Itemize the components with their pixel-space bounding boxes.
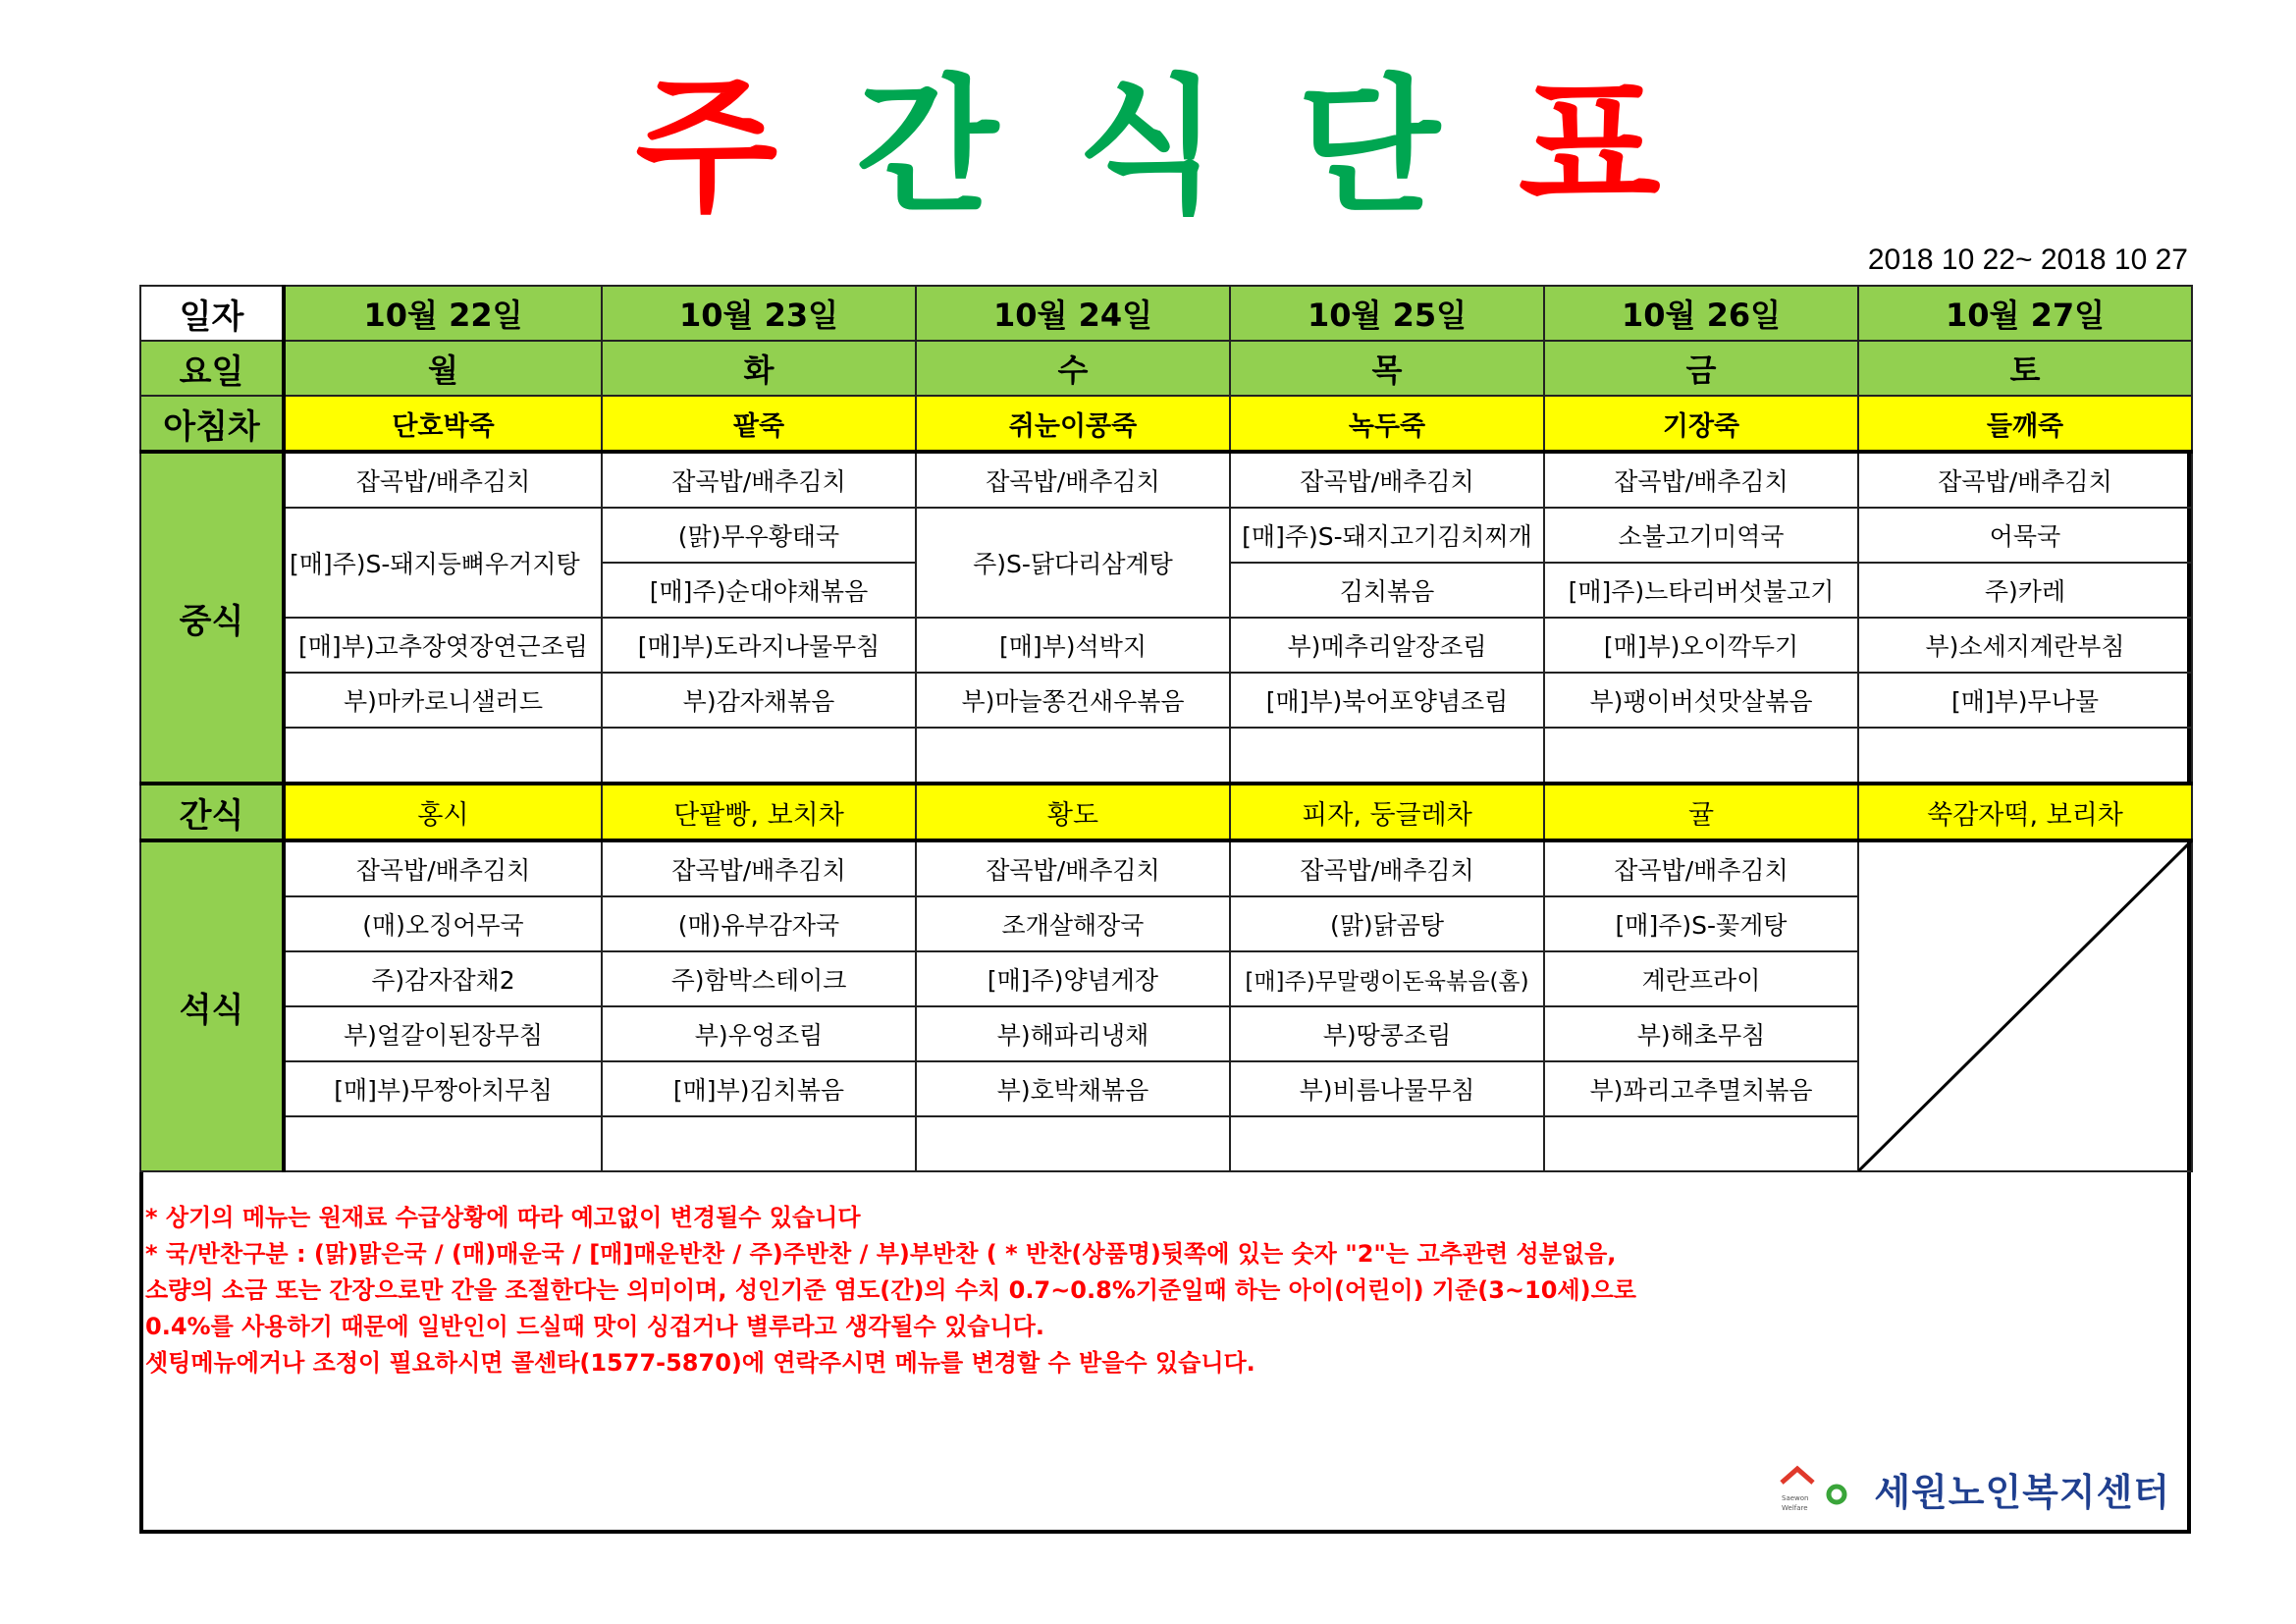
- menu-cell: 부)우엉조림: [602, 1006, 916, 1061]
- snack-cell: 피자, 둥글레차: [1230, 784, 1544, 840]
- menu-cell: 소불고기미역국: [1544, 508, 1858, 563]
- weekday-cell: 수: [916, 341, 1230, 396]
- menu-cell: [매]주)S-돼지등뼈우거지탕: [284, 508, 602, 618]
- menu-cell: 잡곡밥/배추김치: [284, 452, 602, 508]
- menu-cell: [284, 728, 602, 784]
- house-icon: [1776, 1461, 1852, 1516]
- note-line: 소량의 소금 또는 간장으로만 간을 조절한다는 의미이며, 성인기준 염도(간)의 수치 0.7~0.8%기준일때 하는 아이(어린이) 기준(3~10세)으로: [145, 1276, 1636, 1304]
- menu-cell: (맑)무우황태국: [602, 508, 916, 563]
- dinner-label: 석식: [140, 840, 284, 1171]
- menu-cell: 주)S-닭다리삼계탕: [916, 508, 1230, 618]
- menu-cell: 조개살해장국: [916, 896, 1230, 951]
- menu-cell: 잡곡밥/배추김치: [916, 840, 1230, 896]
- menu-cell: [1858, 728, 2192, 784]
- menu-cell: [매]부)김치볶음: [602, 1061, 916, 1116]
- menu-cell: [1230, 728, 1544, 784]
- weekday-cell: 화: [602, 341, 916, 396]
- organization-logo: [1776, 1461, 2170, 1516]
- weekday-cell: 목: [1230, 341, 1544, 396]
- menu-cell: [284, 1116, 602, 1171]
- menu-cell: 주)함박스테이크: [602, 951, 916, 1006]
- menu-cell: 주)카레: [1858, 563, 2192, 618]
- date-cell: 10월 27일: [1858, 286, 2192, 341]
- date-label: 일자: [140, 286, 284, 341]
- menu-cell: [매]부)무짱아치무침: [284, 1061, 602, 1116]
- snack-cell: 단팥빵, 보치차: [602, 784, 916, 840]
- menu-cell: [매]주)양념게장: [916, 951, 1230, 1006]
- notes: [145, 1200, 2177, 1381]
- breakfast-label: 아침차: [140, 396, 284, 452]
- menu-cell: 잡곡밥/배추김치: [1230, 452, 1544, 508]
- menu-cell: [1544, 1116, 1858, 1171]
- menu-cell: [매]주)무말랭이돈육볶음(홈): [1230, 951, 1544, 1006]
- snack-cell: 황도: [916, 784, 1230, 840]
- title-char: 주: [635, 62, 778, 233]
- breakfast-cell: 기장죽: [1544, 396, 1858, 452]
- snack-row: [140, 784, 2192, 840]
- menu-cell: [매]주)느타리버섯불고기: [1544, 563, 1858, 618]
- breakfast-cell: 단호박죽: [284, 396, 602, 452]
- lunch-row: [140, 728, 2192, 784]
- lunch-row: [140, 452, 2192, 508]
- menu-cell: 부)비름나물무침: [1230, 1061, 1544, 1116]
- menu-cell: 부)해파리냉채: [916, 1006, 1230, 1061]
- date-cell: 10월 26일: [1544, 286, 1858, 341]
- diagonal-line-stroke: [1858, 840, 2192, 1171]
- menu-cell: 잡곡밥/배추김치: [284, 840, 602, 896]
- date-cell: 10월 22일: [284, 286, 602, 341]
- date-cell: 10월 24일: [916, 286, 1230, 341]
- menu-cell: 부)소세지계란부침: [1858, 618, 2192, 673]
- menu-cell: 부)마늘쫑건새우볶음: [916, 673, 1230, 728]
- menu-cell: (매)유부감자국: [602, 896, 916, 951]
- menu-cell: 잡곡밥/배추김치: [1858, 452, 2192, 508]
- menu-cell: 부)땅콩조림: [1230, 1006, 1544, 1061]
- title-char: 표: [1518, 62, 1661, 233]
- menu-cell: 부)마카로니샐러드: [284, 673, 602, 728]
- breakfast-cell: 쥐눈이콩죽: [916, 396, 1230, 452]
- snack-cell: 귤: [1544, 784, 1858, 840]
- menu-cell: 부)해초무침: [1544, 1006, 1858, 1061]
- menu-cell: 잡곡밥/배추김치: [1544, 452, 1858, 508]
- menu-cell: 어묵국: [1858, 508, 2192, 563]
- lunch-label: 중식: [140, 452, 284, 784]
- menu-cell: 김치볶음: [1230, 563, 1544, 618]
- menu-cell: [매]부)도라지나물무침: [602, 618, 916, 673]
- menu-cell: 부)호박채볶음: [916, 1061, 1230, 1116]
- note-line: 셋팅메뉴에거나 조정이 필요하시면 콜센타(1577-5870)에 연락주시면 메뉴를 변경할 수 받을수 있습니다.: [145, 1349, 1255, 1377]
- lunch-row: [140, 673, 2192, 728]
- note-line: * 상기의 메뉴는 원재료 수급상황에 따라 예고없이 변경될수 있습니다: [145, 1204, 861, 1231]
- menu-cell: 잡곡밥/배추김치: [602, 452, 916, 508]
- menu-cell: [916, 728, 1230, 784]
- title-char: 간: [856, 62, 999, 233]
- menu-cell: [매]주)S-꽃게탕: [1544, 896, 1858, 951]
- menu-cell: 부)얼갈이된장무침: [284, 1006, 602, 1061]
- menu-cell: [매]부)오이깍두기: [1544, 618, 1858, 673]
- breakfast-cell: 팥죽: [602, 396, 916, 452]
- lunch-row: [140, 508, 2192, 563]
- snack-cell: 홍시: [284, 784, 602, 840]
- menu-cell: 부)감자채볶음: [602, 673, 916, 728]
- menu-cell: 잡곡밥/배추김치: [1544, 840, 1858, 896]
- date-row: [140, 286, 2192, 341]
- menu-cell: (맑)닭곰탕: [1230, 896, 1544, 951]
- menu-cell: [1544, 728, 1858, 784]
- menu-cell: [916, 1116, 1230, 1171]
- weekday-cell: 월: [284, 341, 602, 396]
- breakfast-cell: 들깨죽: [1858, 396, 2192, 452]
- breakfast-cell: 녹두죽: [1230, 396, 1544, 452]
- menu-cell: [매]주)S-돼지고기김치찌개: [1230, 508, 1544, 563]
- lunch-row: [140, 618, 2192, 673]
- snack-label: 간식: [140, 784, 284, 840]
- logo-mark-text: Saewon: [1782, 1494, 1809, 1502]
- menu-cell: [매]부)석박지: [916, 618, 1230, 673]
- weekday-cell: 토: [1858, 341, 2192, 396]
- menu-cell: [매]주)순대야채볶음: [602, 563, 916, 618]
- menu-cell: [매]부)무나물: [1858, 673, 2192, 728]
- date-cell: 10월 23일: [602, 286, 916, 341]
- menu-cell: 주)감자잡채2: [284, 951, 602, 1006]
- date-range: 2018 10 22~ 2018 10 27: [1867, 244, 2188, 276]
- logo-mark-text: Welfare: [1782, 1504, 1808, 1512]
- menu-cell: 부)메추리알장조림: [1230, 618, 1544, 673]
- menu-cell: (매)오징어무국: [284, 896, 602, 951]
- date-cell: 10월 25일: [1230, 286, 1544, 341]
- note-line: 0.4%를 사용하기 때문에 일반인이 드실때 맛이 싱겁거나 별루라고 생각될수 있습니다.: [145, 1313, 1044, 1340]
- menu-cell: 잡곡밥/배추김치: [602, 840, 916, 896]
- title-char: 식: [1077, 62, 1219, 233]
- diagonal-line: [1858, 840, 2192, 1171]
- title-char: 단: [1297, 62, 1440, 233]
- weekday-cell: 금: [1544, 341, 1858, 396]
- menu-cell: 계란프라이: [1544, 951, 1858, 1006]
- menu-cell: [1230, 1116, 1544, 1171]
- menu-cell: 부)팽이버섯맛살볶음: [1544, 673, 1858, 728]
- menu-cell: 잡곡밥/배추김치: [1230, 840, 1544, 896]
- menu-cell: 잡곡밥/배추김치: [916, 452, 1230, 508]
- breakfast-row: [140, 396, 2192, 452]
- menu-cell: [602, 1116, 916, 1171]
- menu-cell: [매]부)북어포양념조림: [1230, 673, 1544, 728]
- weekday-row: [140, 341, 2192, 396]
- organization-name: 세원노인복지센터: [1874, 1470, 2170, 1514]
- menu-cell: [602, 728, 916, 784]
- menu-cell: 부)꽈리고추멸치볶음: [1544, 1061, 1858, 1116]
- page-title: [0, 62, 2296, 233]
- weekday-label: 요일: [140, 341, 284, 396]
- snack-cell: 쑥감자떡, 보리차: [1858, 784, 2192, 840]
- note-line: * 국/반찬구분 : (맑)맑은국 / (매)매운국 / [매]매운반찬 / 주)주반찬 / 부)부반찬 ( * 반찬(상품명)뒷쪽에 있는 숫자 "2"는 고추관련 성분없음,: [145, 1240, 1617, 1268]
- menu-cell: [매]부)고추장엿장연근조림: [284, 618, 602, 673]
